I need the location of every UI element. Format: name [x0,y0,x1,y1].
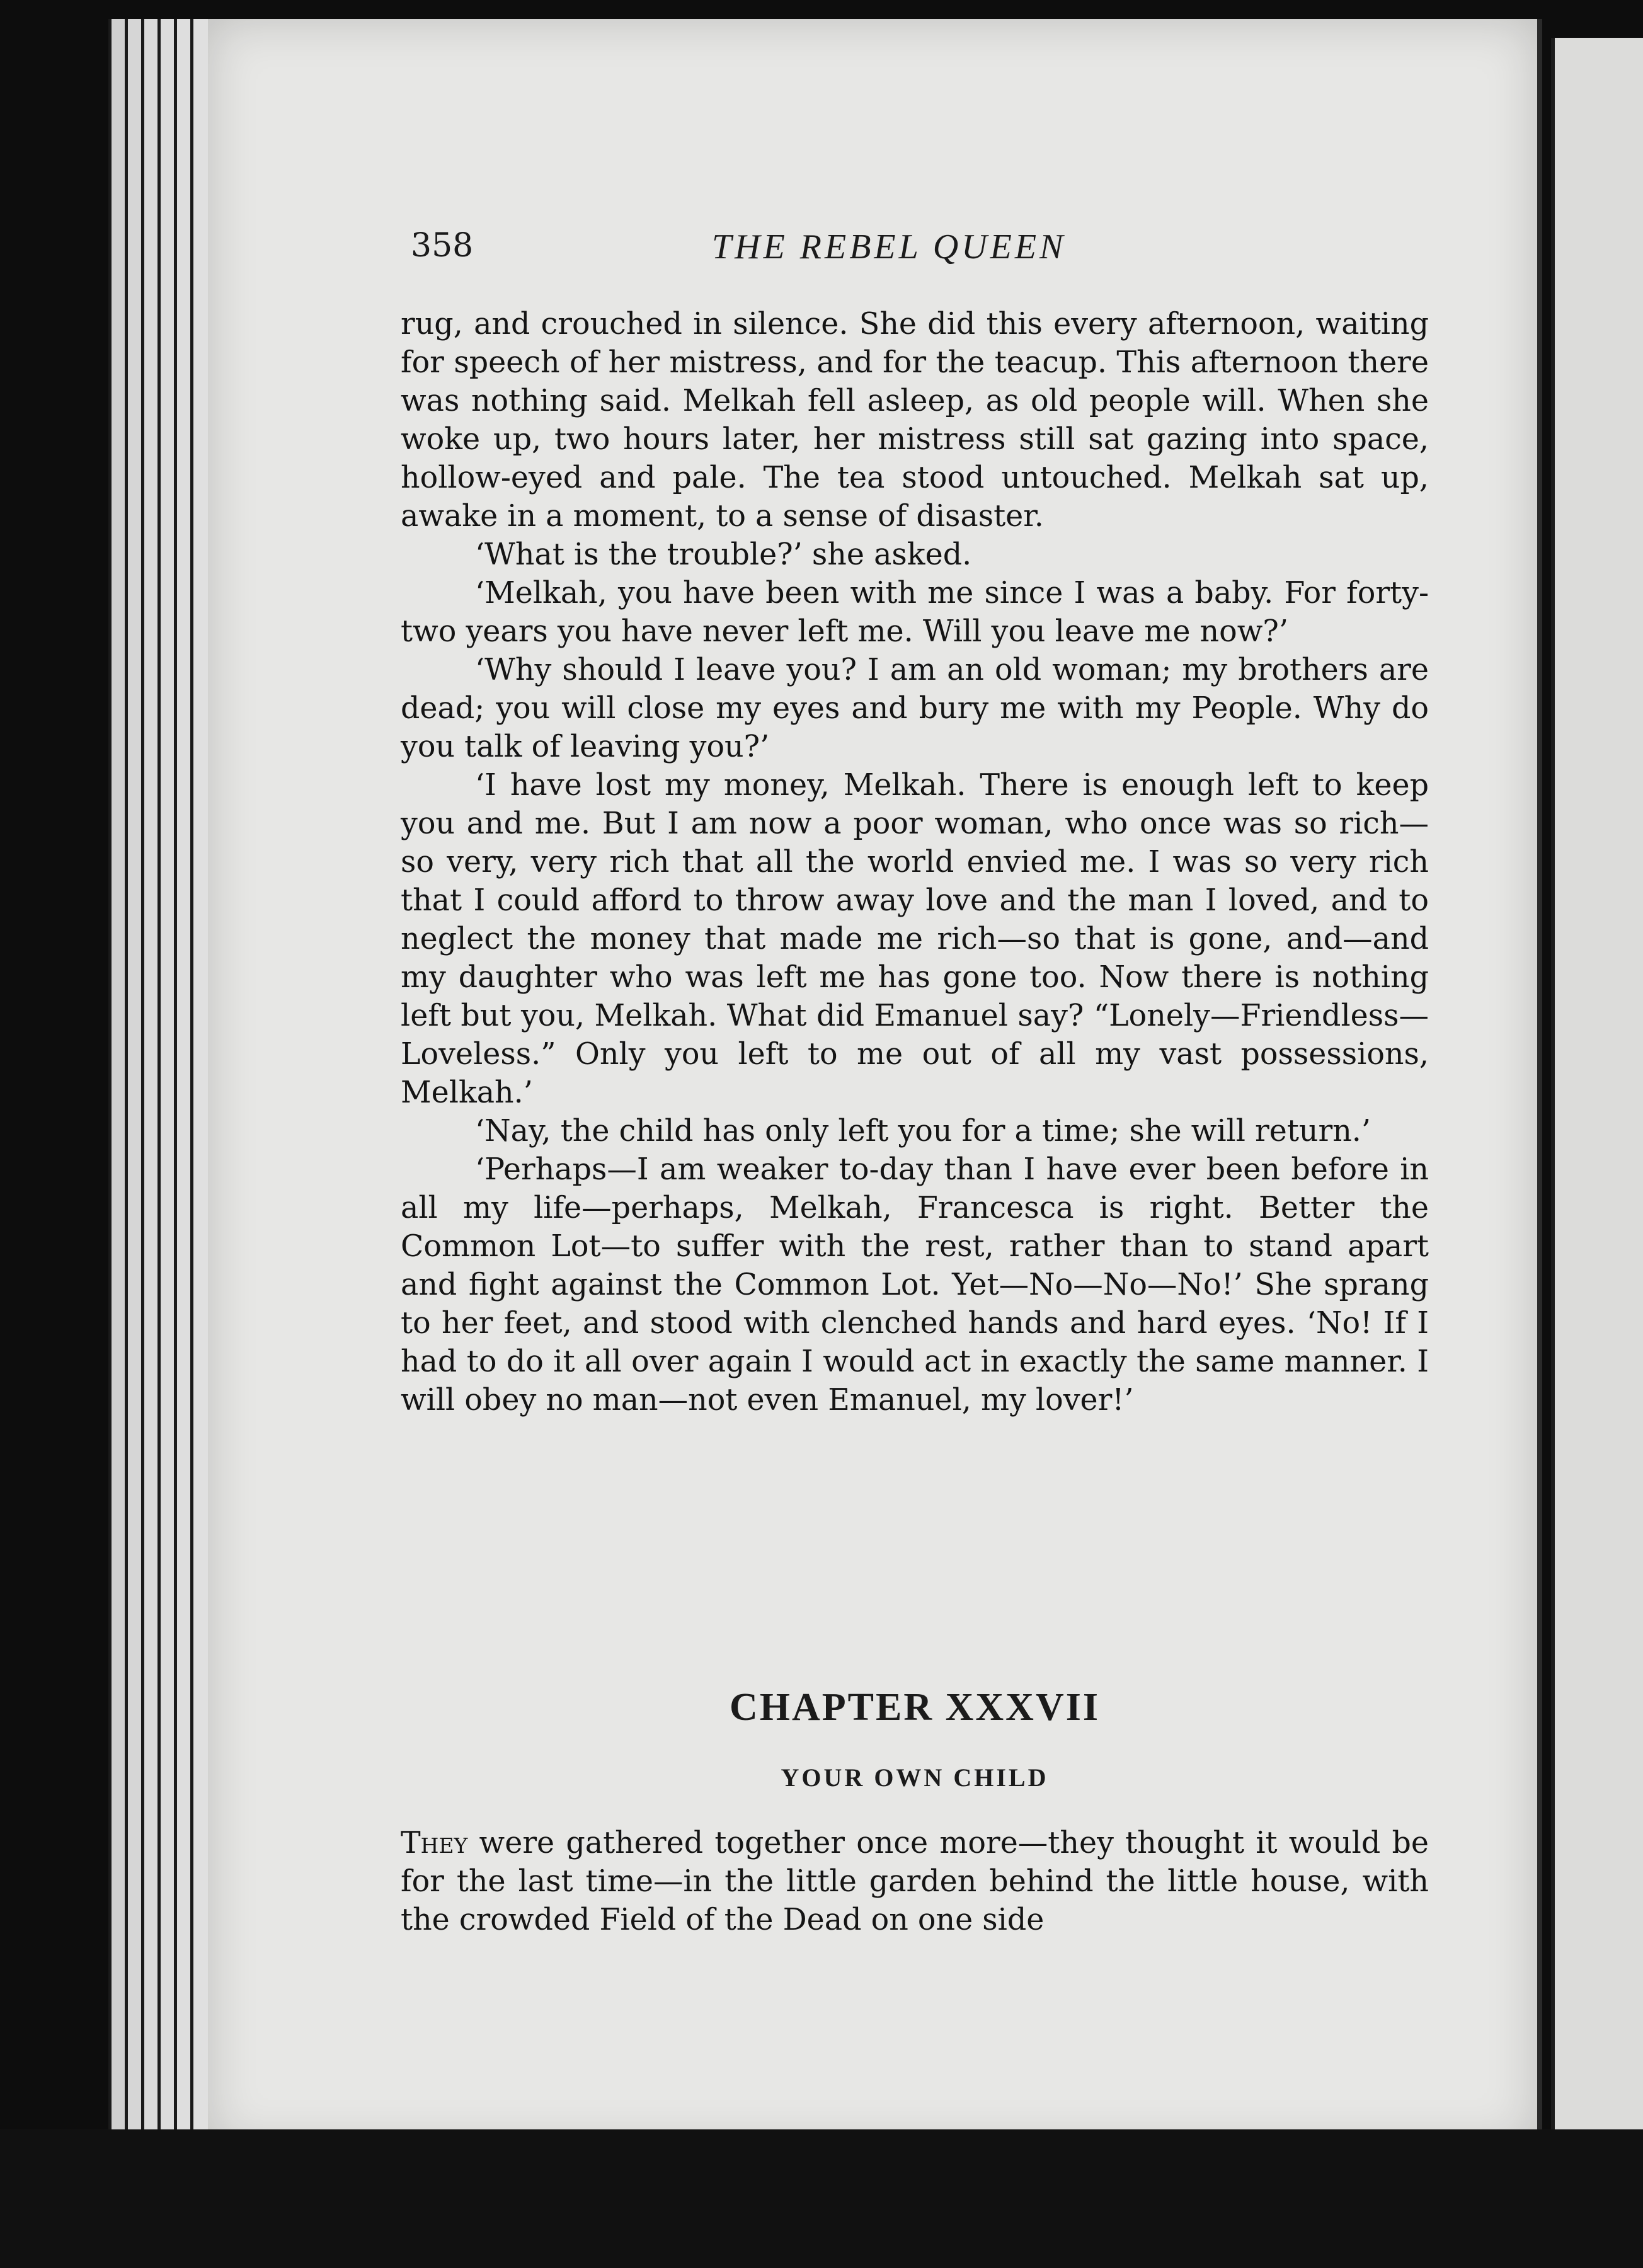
paragraph: ‘Nay, the child has only left you for a time; she will return.’ [475,1114,1371,1148]
paragraph: ‘Why should I leave you? I am an old woman; my brothers are dead; you will close my eyes and bury me with my People. Why do you talk of leaving you?’ [401,653,1429,764]
paragraph: rug, and crouched in silence. She did this every afternoon, waiting for speech of her mistress, and for the teacup. This afternoon there was nothing said. Melkah fell asleep, as old people will. When she woke up, two hours later, her mistress still sat gazing into space, hollow-eyed and pale. The tea stood untouched. Melkah sat up, awake in a moment, to a sense of disaster. [401,307,1429,534]
chapter-opening-text: were gathered together once more—they thought it would be for the last time—in the little garden behind the little house, with the crowded Field of the Dead on one side [401,1826,1429,1937]
body-text [401,305,1429,1419]
paragraph: ‘What is the trouble?’ she asked. [475,537,972,572]
chapter-opening-paragraph [401,1824,1429,1939]
running-head: THE REBEL QUEEN [712,227,1067,266]
chapter-opening-word: They [401,1826,468,1860]
paragraph: ‘Melkah, you have been with me since I was a baby. For forty-two years you have never left me. Will you leave me now?’ [401,576,1429,649]
scan-background [0,2129,1643,2268]
page-number: 358 [411,227,474,265]
paragraph: ‘Perhaps—I am weaker to-day than I have ever been before in all my life—perhaps, Melkah, Francesca is right. Better the Common Lot—to suffer with the rest, rather than to stand apart and fight against the Common Lot. Yet—No—No—No!’ She sprang to her feet, and stood with clenched hands and hard eyes. ‘No! If I had to do it all over again I would act in exactly the same manner. I will obey no man—not even Emanuel, my lover!’ [401,1152,1429,1418]
paragraph: ‘I have lost my money, Melkah. There is enough left to keep you and me. But I am now a poor woman, who once was so rich—so very, very rich that all the world envied me. I was so very rich that I could afford to throw away love and the man I loved, and to neglect the money that made me rich—so that is gone, and—and my daughter who was left me has gone too. Now there is nothing left but you, Melkah. What did Emanuel say? “Lonely—Friendless—Loveless.” Only you left to me out of all my vast possessions, Melkah.’ [401,768,1429,1110]
chapter-subtitle: YOUR OWN CHILD [781,1763,1049,1792]
opposite-page-edge [1551,38,1643,2142]
chapter-title: CHAPTER XXXVII [730,1686,1100,1729]
